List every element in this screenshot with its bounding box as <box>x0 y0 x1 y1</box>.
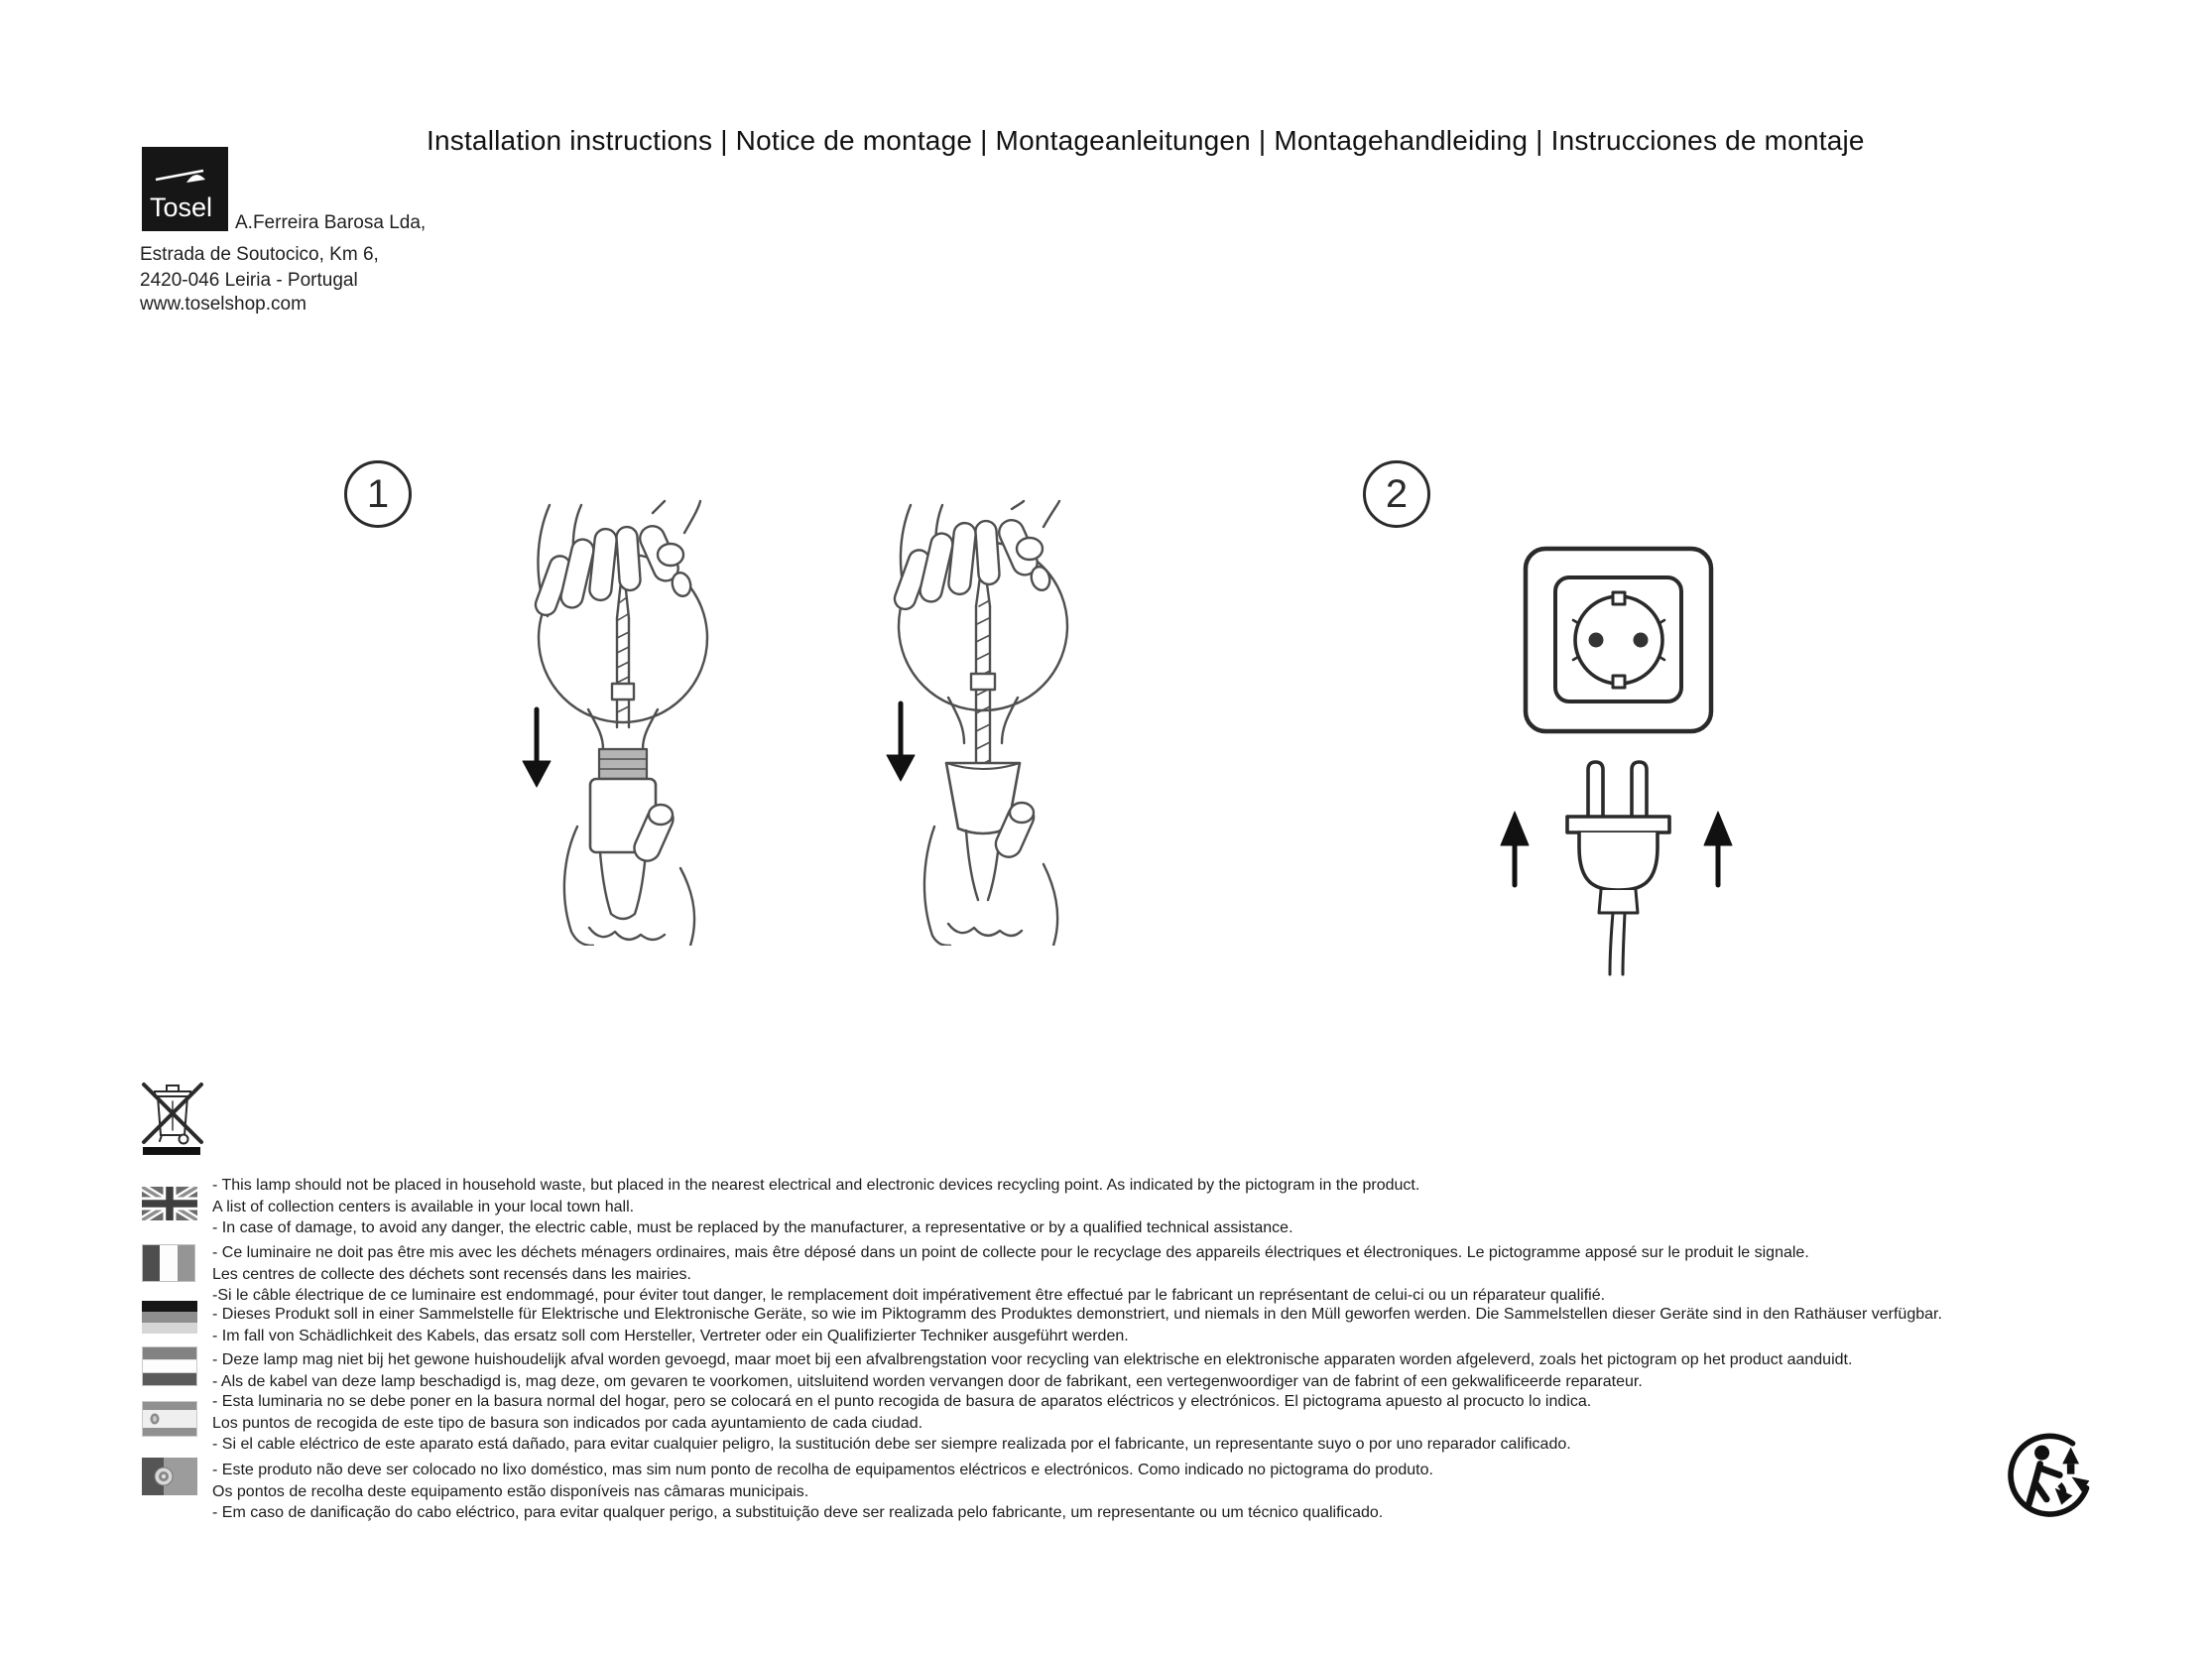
notice-es <box>212 1391 1591 1456</box>
flag-uk-icon <box>142 1187 197 1220</box>
bulb-neck <box>948 698 1018 743</box>
bulb-inserted-into-holder-illustration <box>869 499 1097 946</box>
notice-fr-line: Les centres de collecte des déchets sont recensés dans les mairies. <box>212 1265 691 1283</box>
notice-de <box>212 1304 1942 1346</box>
notice-pt <box>212 1460 1433 1524</box>
flag-spain-icon <box>142 1401 197 1437</box>
notice-nl-line: - Als de kabel van deze lamp beschadigd is, mag deze, om gevaren te voorkomen, uitsluitend worden vervangen door de fabrikant, een vertegenwoordiger van de fabrint of een gekwalificeerde reparateur. <box>212 1372 1643 1390</box>
power-cord <box>1610 913 1625 974</box>
hand-top <box>892 501 1059 612</box>
notice-en-line: A list of collection centers is available in your local town hall. <box>212 1198 635 1215</box>
plug-pin <box>1588 762 1603 817</box>
address-line-1: Estrada de Soutocico, Km 6, <box>140 244 379 265</box>
notice-en <box>212 1175 1419 1239</box>
arrow-up-icon <box>1704 812 1732 885</box>
arrow-down-icon <box>887 703 915 781</box>
bulb-screwed-into-base-illustration <box>494 499 732 946</box>
notice-pt-line: - Este produto não deve ser colocado no lixo doméstico, mas sim num ponto de recolha de equipamentos eléctricos e electrónicos. Como indicado no pictograma do produto. <box>212 1462 1433 1478</box>
bulb-filament <box>971 555 995 782</box>
company-name: A.Ferreira Barosa Lda, <box>235 212 427 233</box>
notice-fr <box>212 1242 1809 1307</box>
notice-en-line: - In case of damage, to avoid any danger, the electric cable, must be replaced by the manufacturer, a representative or by a qualified technical assistance. <box>212 1219 1293 1236</box>
power-plug <box>1567 762 1669 974</box>
flag-france-icon <box>142 1244 195 1282</box>
notice-de-line: - Dieses Produkt soll in einer Sammelstelle für Elektrische und Elektronische Geräte, so wie im Piktogramm des Produktes demonstriert, und niemals in den Müll geworfen werden. Die Sammelstellen dieser Geräte sind in den Rathäuser verfügbar. <box>212 1306 1942 1323</box>
notice-pt-line: - Em caso de danificação do cabo eléctrico, para evitar qualquer perigo, a substituição deve ser realizada pelo fabricante, um representante ou um técnico qualificado. <box>212 1504 1384 1521</box>
weee-bar <box>143 1147 200 1155</box>
lamp-socket-skirt <box>600 852 646 919</box>
arrow-up-icon <box>1501 812 1529 885</box>
notice-de-line: - Im fall von Schädlichkeit des Kabels, das ersatz soll com Hersteller, Vertreter oder ein Qualifizierter Techniker ausgeführt werden. <box>212 1327 1129 1344</box>
triman-person <box>2028 1446 2059 1504</box>
notice-es-line: - Esta luminaria no se debe poner en la basura normal del hogar, pero se colocará en el punto recogida de basura de aparatos eléctricos y electrónicos. El pictograma apuesto al procucto lo indica. <box>212 1393 1592 1410</box>
bulb-screw-base <box>599 749 647 779</box>
socket-hole <box>1634 633 1649 648</box>
arrow-down-icon <box>523 709 551 787</box>
step-1-badge: 1 <box>344 460 412 528</box>
page-title: Installation instructions | Notice de montage | Montageanleitungen | Montagehandleiding | Instrucciones de montaje <box>427 125 1865 156</box>
socket-hole <box>1589 633 1604 648</box>
logo-text: Tosel <box>150 192 213 222</box>
notice-pt-line: Os pontos de recolha deste equipamento estão disponíveis nas câmaras municipais. <box>212 1482 809 1500</box>
flag-portugal-icon <box>142 1458 197 1495</box>
address-line-2: 2420-046 Leiria - Portugal <box>140 270 358 291</box>
notice-en-line: - This lamp should not be placed in household waste, but placed in the nearest electrical and electronic devices recycling point. As indicated by the pictogram in the product. <box>212 1177 1420 1194</box>
step-2-badge: 2 <box>1363 460 1430 528</box>
notice-es-line: - Si el cable eléctrico de este aparato está dañado, para evitar cualquier peligro, la sustitución debe ser siempre realizada por el fabricante, un representante suyo o por uno reparador calificado. <box>212 1436 1571 1453</box>
triman-recycling-icon <box>2006 1430 2095 1524</box>
notice-fr-line: -Si le câble électrique de ce luminaire est endommagé, pour éviter tout danger, le remplacement doit impérativement être effectué par le fabricant un représentant de celui-ci ou un réparateur qualifié. <box>212 1287 1606 1304</box>
notice-es-line: Los puntos de recogida de este tipo de basura son indicados por cada ayuntamiento de cada ciudad. <box>212 1414 923 1432</box>
wall-socket <box>1526 549 1711 731</box>
tosel-logo <box>142 147 228 231</box>
wall-socket-and-plug-illustration <box>1430 536 1827 977</box>
notice-nl <box>212 1349 1852 1392</box>
notice-nl-line: - Deze lamp mag niet bij het gewone huishoudelijk afval worden gevoegd, maar moet bij een afvalbrengstation voor recycling van elektrische en elektronische apparaten worden afgeleverd, zoals het pictogram op het product aanduidt. <box>212 1351 1853 1368</box>
website-url: www.toselshop.com <box>140 294 307 315</box>
hand-top <box>533 501 700 618</box>
plug-pin <box>1632 762 1647 817</box>
bulb-neck <box>588 709 603 749</box>
notice-fr-line: - Ce luminaire ne doit pas être mis avec les déchets ménagers ordinaires, mais être déposé dans un point de collecte pour le recyclage des appareils électriques et électroniques. Le pictogramme apposé sur le produit le signale. <box>212 1244 1809 1261</box>
flag-germany-icon <box>142 1301 197 1334</box>
flag-netherlands-icon <box>142 1346 197 1386</box>
weee-crossed-out-bin-icon <box>140 1081 205 1160</box>
